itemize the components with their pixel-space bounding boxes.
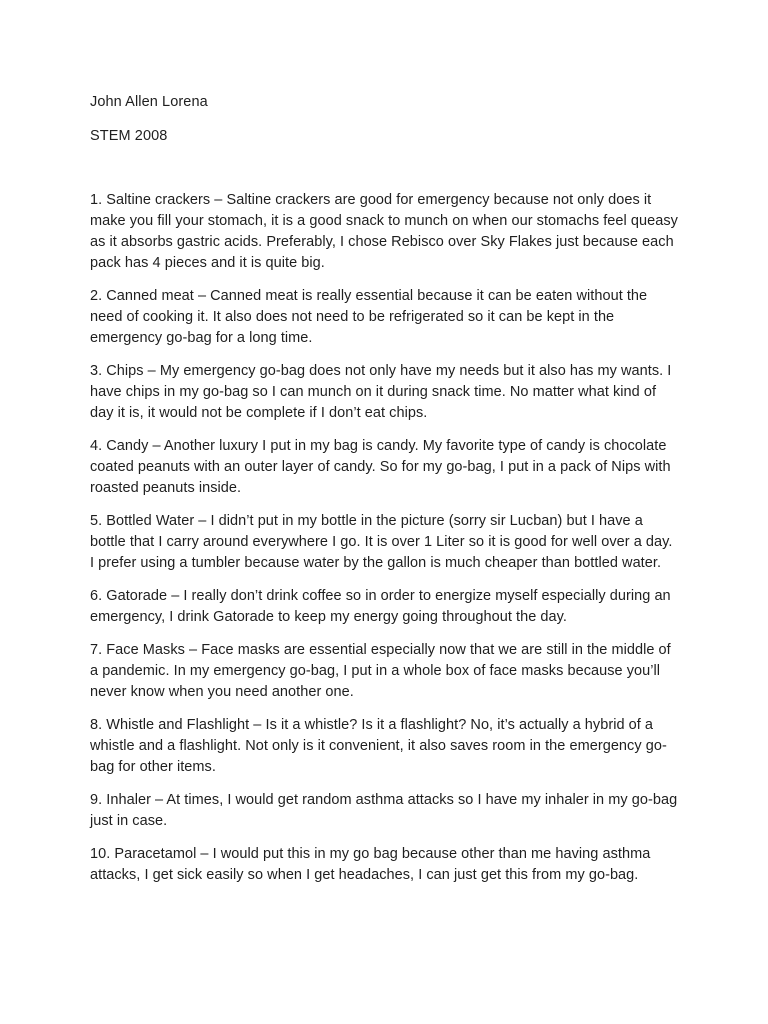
list-item-gatorade: 6. Gatorade – I really don’t drink coffee so in order to energize myself especially during an emergency, I drink Gatorade to keep my energy going throughout the day.: [90, 588, 671, 625]
list-item-candy: 4. Candy – Another luxury I put in my bag is candy. My favorite type of candy is chocolate coated peanuts with an outer layer of candy. So for my go-bag, I put in a pack of Nips with roasted peanuts inside.: [90, 438, 671, 496]
list-item-chips: 3. Chips – My emergency go-bag does not only have my needs but it also has my wants. I have chips in my go-bag so I can munch on it during snack time. No matter what kind of day it is, it would not be complete if I don’t eat chips.: [90, 363, 672, 421]
document-header: [90, 92, 680, 160]
list-item-saltine-crackers: 1. Saltine crackers – Saltine crackers are good for emergency because not only does it make you fill your stomach, it is a good snack to munch on when our stomachs feel queasy as it absorbs gastric acids. Preferably, I chose Rebisco over Sky Flakes just because each pack has 4 pieces and it is quite big.: [90, 192, 678, 271]
list-item-canned-meat: 2. Canned meat – Canned meat is really essential because it can be eaten without the need of cooking it. It also does not need to be refrigerated so it can be kept in the emergency go-bag for a long time.: [90, 288, 648, 346]
list-item-inhaler: 9. Inhaler – At times, I would get random asthma attacks so I have my inhaler in my go-bag just in case.: [90, 792, 678, 829]
class-section: STEM 2008: [90, 128, 168, 144]
list-item-whistle-flashlight: 8. Whistle and Flashlight – Is it a whistle? Is it a flashlight? No, it’s actually a hybrid of a whistle and a flashlight. Not only is it convenient, it also saves room in the emergency go-bag for other items.: [90, 717, 667, 775]
list-item-bottled-water: 5. Bottled Water – I didn’t put in my bottle in the picture (sorry sir Lucban) but I have a bottle that I carry around everywhere I go. It is over 1 Liter so it is good for well over a day. I prefer using a tumbler because water by the gallon is much cheaper than bottled water.: [90, 513, 673, 571]
list-item-face-masks: 7. Face Masks – Face masks are essential especially now that we are still in the middle of a pandemic. In my emergency go-bag, I put in a whole box of face masks because you’ll never know when you need another one.: [90, 642, 671, 700]
document-body: [90, 190, 680, 898]
list-item-paracetamol: 10. Paracetamol – I would put this in my go bag because other than me having asthma attacks, I get sick easily so when I get headaches, I can just get this from my go-bag.: [90, 846, 651, 883]
author-name: John Allen Lorena: [90, 94, 208, 110]
